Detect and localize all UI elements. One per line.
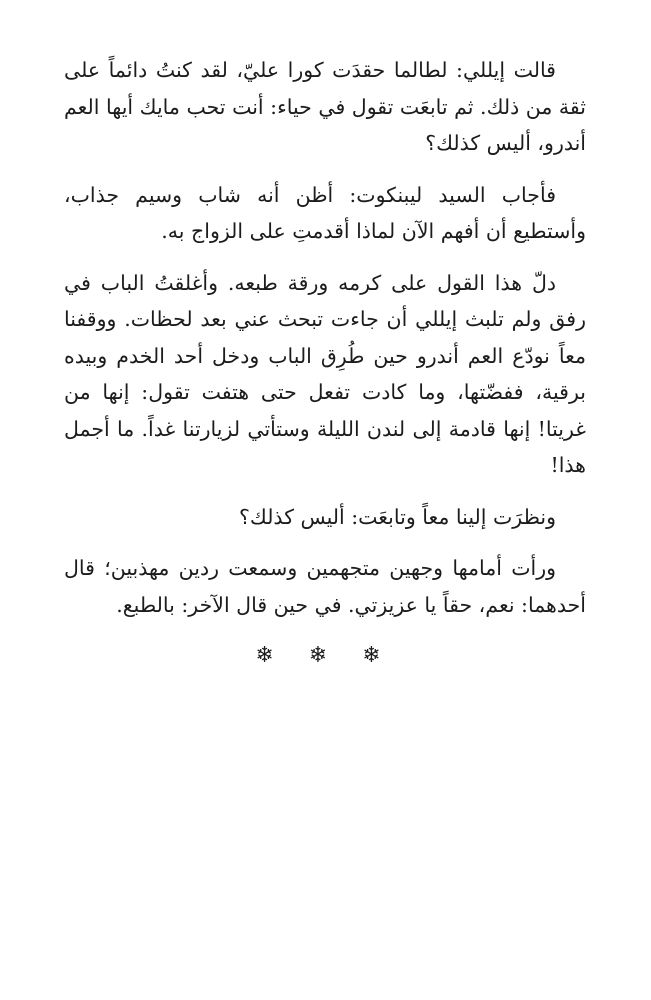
paragraph-1: قالت إيللي: لطالما حقدَت كورا عليّ، لقد كنتُ دائماً على ثقة من ذلك. ثم تابعَت تقول في حياء: أنت تحب مايك أيها العم أندرو، أليس كذلك؟ [64,58,586,155]
paragraph-3: دلّ هذا القول على كرمه ورقة طبعه. وأغلقتُ الباب في رفق ولم تلبث إيللي أن جاءت تبحث عني بعد لحظات. ووقفنا معاً نودّع العم أندرو حين طُرِق الباب ودخل أحد الخدم وبيده برقية، ففضّتها، وما كادت تفعل حتى هتفت تقول: إنها من غريتا! إنها قادمة إلى لندن الليلة وستأتي لزيارتنا غداً. ما أجمل هذا! [64,270,586,477]
paragraph-4: ونظرَت إلينا معاً وتابعَت: أليس كذلك؟ [239,504,556,529]
section-break-ornament: ❄ ❄ ❄ [255,643,395,668]
paragraph-5: ورأت أمامها وجهين متجهمين وسمعت ردين مهذبين؛ قال أحدهما: نعم، حقاً يا عزيزتي. في حين قال الآخر: بالطبع. [64,556,586,617]
book-page [64,52,586,675]
paragraph-2: فأجاب السيد ليبنكوت: أظن أنه شاب وسيم جذاب، وأستطيع أن أفهم الآن لماذا أقدمتِ على الزواج به. [64,182,586,243]
